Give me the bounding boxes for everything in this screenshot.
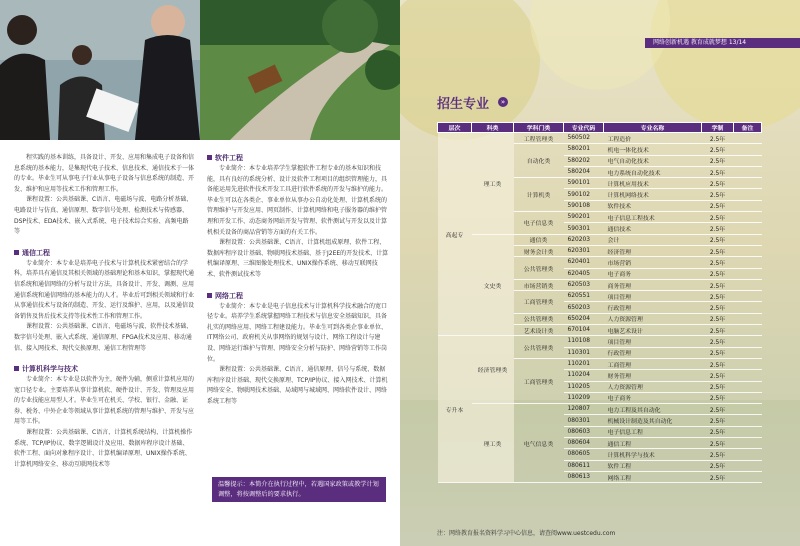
code-cell: 080603: [564, 426, 604, 437]
remark-cell: [734, 245, 762, 256]
years-cell: 2.5年: [702, 212, 734, 223]
header-cell: 科类: [472, 123, 514, 133]
disc-cell: 公共管理类: [514, 336, 564, 359]
disc-cell: 自动化类: [514, 144, 564, 178]
right-column: [207, 153, 389, 407]
name-cell: 软件工程: [604, 460, 702, 471]
code-cell: 650204: [564, 313, 604, 324]
disc-cell: 工商管理类: [514, 358, 564, 403]
code-cell: 080613: [564, 471, 604, 482]
years-cell: 2.5年: [702, 133, 734, 144]
remark-cell: [734, 155, 762, 166]
code-cell: 620401: [564, 257, 604, 268]
right-page: [400, 0, 800, 546]
code-cell: 620503: [564, 279, 604, 290]
remark-cell: [734, 358, 762, 369]
disc-cell: 计算机类: [514, 178, 564, 212]
name-cell: 商务管理: [604, 279, 702, 290]
net-courses: 课程设置：公共基础课、C语言、通信原理、信号与系统、数据库程序设计基础、现代交换原理、TCP/IP协议、接入网技术、计算机网络安全、物联网技术基础、局域网与城域网、网络软件设计、网络系统工程等: [207, 366, 388, 405]
lvl-cell: 专升本: [438, 336, 472, 483]
name-cell: 会计: [604, 234, 702, 245]
remark-cell: [734, 291, 762, 302]
years-cell: 2.5年: [702, 200, 734, 211]
years-cell: 2.5年: [702, 223, 734, 234]
years-cell: 2.5年: [702, 404, 734, 415]
majors-table: [437, 122, 762, 483]
cat-cell: 理工类: [472, 404, 514, 483]
section-title-se: 软件工程: [207, 153, 389, 164]
intro-text: 程实践的基本训练，具备设计、开发、应用和集成电子设备和信息系统的基本能力，是集现代电子技术、信息技术、通信技术于一体的专业。毕业生可从事电子行业从事电子设备与信息系统的制造、开发、维护和应用等技术工作和管理工作。: [14, 154, 195, 193]
table-body: [438, 133, 762, 483]
remark-cell: [734, 268, 762, 279]
years-cell: 2.5年: [702, 449, 734, 460]
name-cell: 电子信息工程技术: [604, 212, 702, 223]
table-row: [438, 234, 762, 245]
code-cell: 650203: [564, 302, 604, 313]
years-cell: 2.5年: [702, 415, 734, 426]
remark-cell: [734, 381, 762, 392]
table-row: [438, 404, 762, 415]
remark-cell: [734, 325, 762, 336]
park-photo: [200, 0, 400, 140]
name-cell: 工商管理: [604, 358, 702, 369]
name-cell: 机械设计制造及其自动化: [604, 415, 702, 426]
comm-goal: 专业简介：本专业是培养电子技术与计算机技术紧密结合的学科，培养具有通信及其相关领域的基础理论和基本知识，掌握现代通信系统和通信网络的分析与设计方法，具备设计、开发、调测、应用通信系统和通信网络的基本能力的人才。毕业后可到相关领域和行业从事通信技术与设备的制造、开发、运行及维护、应用，以及通信设备销售及售后技术支持等技术性工作和管理工作。: [14, 259, 195, 320]
net-goal: 专业简介：本专业是电子信息技术与计算机科学技术融合的宽口径专业。培养学生系统掌握网络工程技术与信息安全基础知识，具备扎实的网络应用、网络工程建设能力。毕业生可到各类企事业单位、IT网络公司、政府机关从事网络的规划与设计、网络工程设计与建设、网络运行维护与管理、网络安全分析与防护、网络营销等工作岗位。: [207, 302, 388, 363]
name-cell: 电子商务: [604, 392, 702, 403]
remark-cell: [734, 347, 762, 358]
name-cell: 财务管理: [604, 370, 702, 381]
header-cell: 学科门类: [514, 123, 564, 133]
remark-cell: [734, 438, 762, 449]
name-cell: 行政管理: [604, 302, 702, 313]
disc-cell: 通信类: [514, 234, 564, 245]
header-cell: 专业名称: [604, 123, 702, 133]
name-cell: 人力资源管理: [604, 313, 702, 324]
cs-goal: 专业简介：本专业是以软件为主，硬件为辅，侧重计算机应用的宽口径专业。主要培养从事计算机软、硬件设计、开发、管理及应用的专业技能应用型人才。毕业生可在机关、学校、银行、金融、证券、税务、中外企业等领域从事计算机系统的管理与维护、开发与应用等工作。: [14, 376, 195, 426]
table-row: [438, 133, 762, 144]
code-cell: 580201: [564, 144, 604, 155]
name-cell: 通信技术: [604, 223, 702, 234]
years-cell: 2.5年: [702, 189, 734, 200]
se-goal: 专业简介：本专业培养学生掌握软件工程专业的基本知识和技能，具有良好的系统分析、设计及软件工程项目的组织管理能力，具备能运用先进软件技术开发工具进行软件系统的开发与维护的能力。毕业生可以在各类企、事业单位从事办公自动化处理、计算机系统的管理维护与开发应用、网页制作、计算机网络和电子服务器的维护管理和开发工作、动态商务网站开发与管理、软件测试与开发以及计算机相关设备的商品营销等方面的有关工作。: [207, 165, 388, 236]
table-row: [438, 336, 762, 347]
cat-cell: 经济管理类: [472, 336, 514, 404]
name-cell: 电子商务: [604, 268, 702, 279]
name-cell: 工程造价: [604, 133, 702, 144]
remark-cell: [734, 234, 762, 245]
remark-cell: [734, 460, 762, 471]
code-cell: 080611: [564, 460, 604, 471]
code-cell: 620551: [564, 291, 604, 302]
years-cell: 2.5年: [702, 438, 734, 449]
footnote: 注：网络教育报名资料学习中心信息，请查阅www.uestcedu.com: [437, 530, 616, 537]
remark-cell: [734, 257, 762, 268]
se-courses: 课程设置：公共基础课、C语言、计算机组成原理、软件工程、数据库程序设计基础、物联网技术基础、基于J2EE的开发技术、计算机编译原理、三维图像处理技术、UNIX操作系统、移动互联网技术、软件测试技术等: [207, 239, 389, 278]
remark-cell: [734, 404, 762, 415]
years-cell: 2.5年: [702, 381, 734, 392]
remark-cell: [734, 471, 762, 482]
name-cell: 软件技术: [604, 200, 702, 211]
years-cell: 2.5年: [702, 336, 734, 347]
years-cell: 2.5年: [702, 325, 734, 336]
name-cell: 计算机科学与技术: [604, 449, 702, 460]
table-header-row: [438, 123, 762, 133]
section-title-net: 网络工程: [207, 291, 389, 302]
code-cell: 080604: [564, 438, 604, 449]
remark-cell: [734, 392, 762, 403]
name-cell: 通信工程: [604, 438, 702, 449]
years-cell: 2.5年: [702, 279, 734, 290]
title-arrow-icon: »: [498, 97, 508, 107]
code-cell: 620203: [564, 234, 604, 245]
intro-courses: 课程设置：公共基础课、C语言、电磁场与波、电路分析基础、电路设计与仿真、通信原理、数字信号处理、检测技术与传感器、DSP技术、EDA技术、嵌入式系统、电子技术综合实验、高频电路等: [14, 196, 193, 236]
code-cell: 080605: [564, 449, 604, 460]
remark-cell: [734, 302, 762, 313]
disc-cell: 艺术设计类: [514, 325, 564, 336]
code-cell: 110108: [564, 336, 604, 347]
name-cell: 市场营销: [604, 257, 702, 268]
name-cell: 人力资源管理: [604, 381, 702, 392]
name-cell: 电气自动化技术: [604, 155, 702, 166]
code-cell: 580202: [564, 155, 604, 166]
header-cell: 层次: [438, 123, 472, 133]
park-illustration: [200, 0, 400, 140]
years-cell: 2.5年: [702, 313, 734, 324]
name-cell: 行政管理: [604, 347, 702, 358]
remark-cell: [734, 133, 762, 144]
disc-cell: 电子信息类: [514, 212, 564, 235]
code-cell: 120807: [564, 404, 604, 415]
name-cell: 经济管理: [604, 245, 702, 256]
disc-cell: 工程管理类: [514, 133, 564, 144]
page-header-bar: 网络创新机遇 教育成就梦想 13/14: [645, 38, 800, 48]
remark-cell: [734, 370, 762, 381]
years-cell: 2.5年: [702, 347, 734, 358]
remark-cell: [734, 336, 762, 347]
name-cell: 计算机网络技术: [604, 189, 702, 200]
name-cell: 项目管理: [604, 336, 702, 347]
remark-cell: [734, 313, 762, 324]
years-cell: 2.5年: [702, 471, 734, 482]
left-column: [14, 153, 194, 470]
code-cell: 580204: [564, 166, 604, 177]
code-cell: 590101: [564, 178, 604, 189]
students-illustration: [0, 0, 200, 140]
remark-cell: [734, 426, 762, 437]
years-cell: 2.5年: [702, 302, 734, 313]
name-cell: 电力系统自动化技术: [604, 166, 702, 177]
years-cell: 2.5年: [702, 245, 734, 256]
years-cell: 2.5年: [702, 155, 734, 166]
name-cell: 电脑艺术设计: [604, 325, 702, 336]
cs-courses: 课程设置：公共基础课、C语言、计算机系统结构、计算机操作系统、TCP/IP协议、数字逻辑设计及应用、数据库程序设计基础、软件工程、面向对象程序设计、计算机编译原理、UNIX操作系统、计算机网络安全、移动互联网技术等: [14, 429, 193, 468]
cat-cell: 文史类: [472, 234, 514, 336]
code-cell: 110301: [564, 347, 604, 358]
disc-cell: 公共管理类: [514, 257, 564, 280]
code-cell: 590201: [564, 212, 604, 223]
name-cell: 计算机应用技术: [604, 178, 702, 189]
remark-cell: [734, 223, 762, 234]
remark-cell: [734, 449, 762, 460]
code-cell: 110205: [564, 381, 604, 392]
code-cell: 670104: [564, 325, 604, 336]
code-cell: 110209: [564, 392, 604, 403]
name-cell: 电子信息工程: [604, 426, 702, 437]
code-cell: 620301: [564, 245, 604, 256]
disc-cell: 公共管理类: [514, 313, 564, 324]
remark-cell: [734, 212, 762, 223]
section-title-cs: 计算机科学与技术: [14, 364, 194, 375]
code-cell: 110201: [564, 358, 604, 369]
code-cell: 110204: [564, 370, 604, 381]
remark-cell: [734, 189, 762, 200]
years-cell: 2.5年: [702, 291, 734, 302]
years-cell: 2.5年: [702, 358, 734, 369]
remark-cell: [734, 178, 762, 189]
name-cell: 电力工程及其自动化: [604, 404, 702, 415]
years-cell: 2.5年: [702, 460, 734, 471]
code-cell: 560502: [564, 133, 604, 144]
remark-cell: [734, 415, 762, 426]
name-cell: 项目管理: [604, 291, 702, 302]
remark-cell: [734, 200, 762, 211]
remark-cell: [734, 144, 762, 155]
tip-box: 温馨提示：本简介在执行过程中，若遇国家政策或教学计划调整，将按调整后的要求执行。: [212, 477, 386, 502]
header-cell: 学制: [702, 123, 734, 133]
years-cell: 2.5年: [702, 392, 734, 403]
years-cell: 2.5年: [702, 257, 734, 268]
disc-cell: 电气信息类: [514, 404, 564, 483]
remark-cell: [734, 279, 762, 290]
students-photo: [0, 0, 200, 140]
section-title-comm: 通信工程: [14, 248, 194, 259]
years-cell: 2.5年: [702, 426, 734, 437]
lvl-cell: 高起专: [438, 133, 472, 336]
years-cell: 2.5年: [702, 370, 734, 381]
code-cell: 080301: [564, 415, 604, 426]
disc-cell: 市场营销类: [514, 279, 564, 290]
years-cell: 2.5年: [702, 178, 734, 189]
code-cell: 590102: [564, 189, 604, 200]
years-cell: 2.5年: [702, 166, 734, 177]
header-cell: 专业代码: [564, 123, 604, 133]
years-cell: 2.5年: [702, 144, 734, 155]
disc-cell: 工商管理类: [514, 291, 564, 314]
years-cell: 2.5年: [702, 234, 734, 245]
remark-cell: [734, 166, 762, 177]
page-title: 招生专业: [437, 97, 490, 112]
disc-cell: 财务会计类: [514, 245, 564, 256]
code-cell: 620405: [564, 268, 604, 279]
name-cell: 网络工程: [604, 471, 702, 482]
code-cell: 590108: [564, 200, 604, 211]
years-cell: 2.5年: [702, 268, 734, 279]
comm-courses: 课程设置：公共基础课、C语言、电磁场与波、软件技术基础、数字信号处理、嵌入式系统、通信原理、FPGA技术及应用、移动通信、接入网技术、现代交换原理、通信工程管理等: [14, 323, 193, 352]
name-cell: 机电一体化技术: [604, 144, 702, 155]
header-cell: 备注: [734, 123, 762, 133]
code-cell: 590301: [564, 223, 604, 234]
cat-cell: 理工类: [472, 133, 514, 235]
